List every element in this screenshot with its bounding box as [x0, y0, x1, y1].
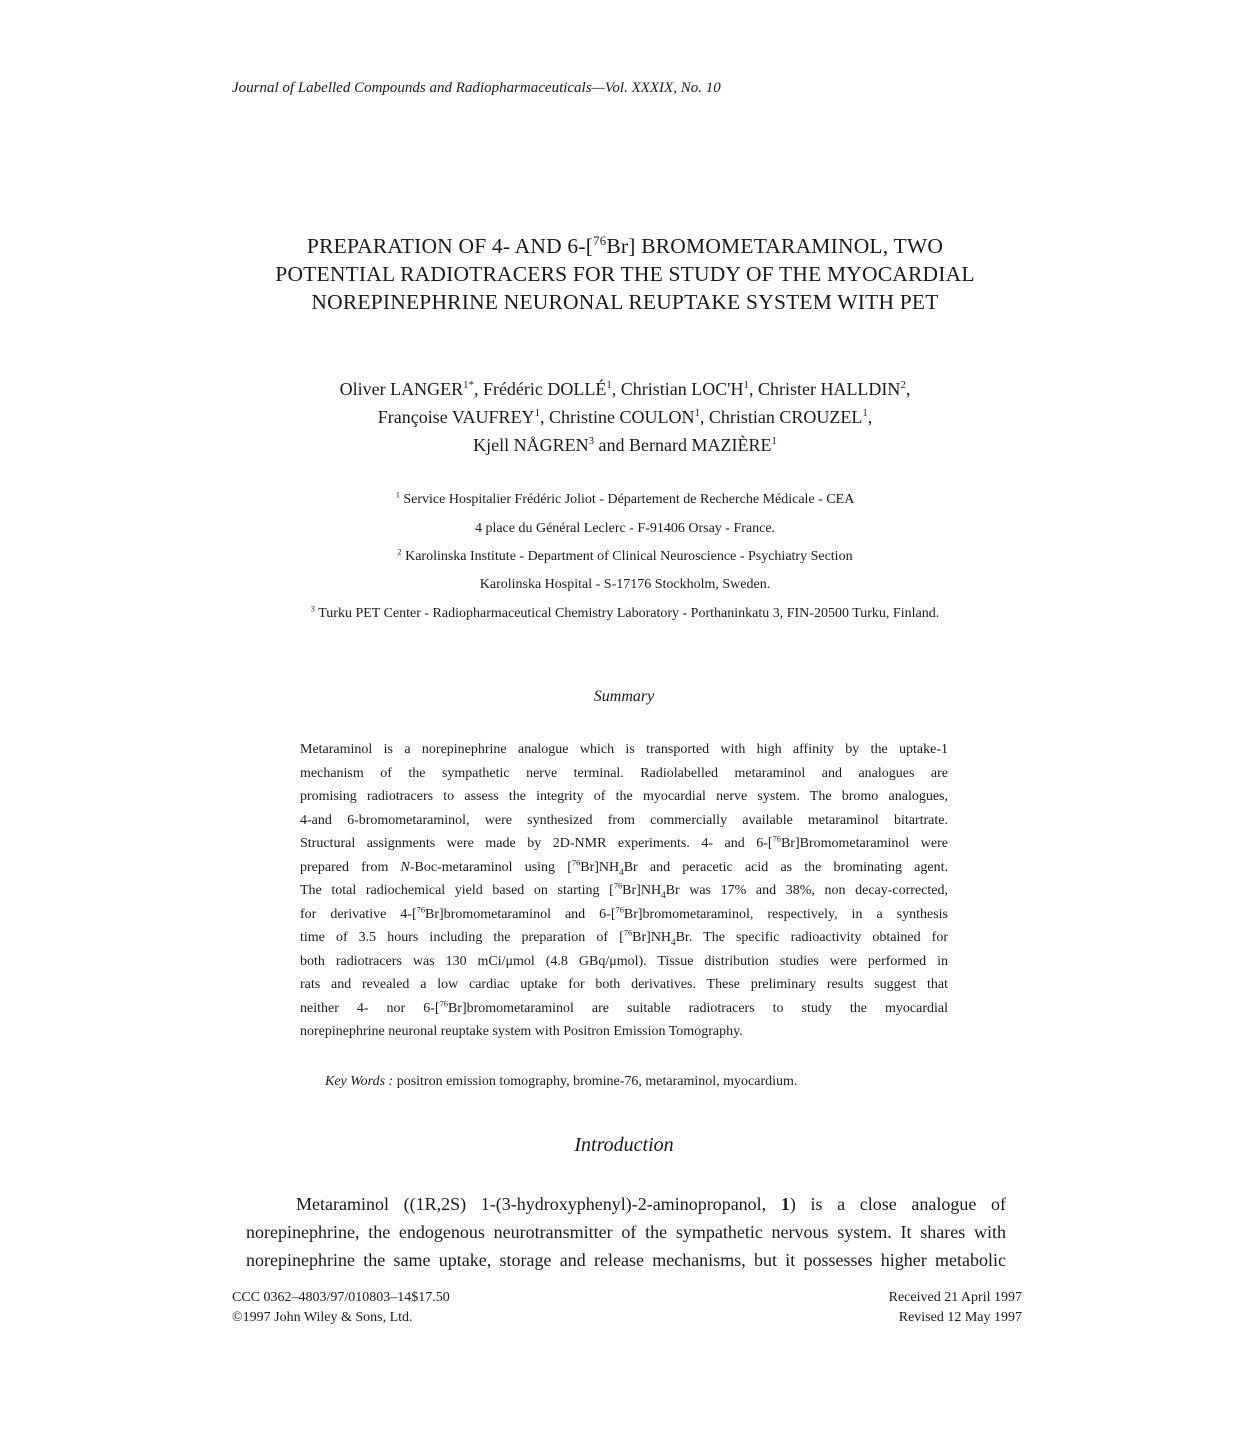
revised-date: Revised 12 May 1997 [898, 1310, 1022, 1325]
summary-abstract [300, 738, 948, 1044]
summary-line: prepared from N-Boc-metaraminol using $[^{76}Br]NH_4Br$ and peracetic acid as the brominating agent. [300, 857, 948, 877]
affiliation-3-line-1: $^3$ Turku PET Center - Radiopharmaceutical Chemistry Laboratory - Porthaninkatu 3, FIN-20500 Turku, Finland. [310, 604, 940, 621]
affiliation-1-line-1: $^1$ Service Hospitalier Frédéric Joliot - Département de Recherche Médicale - CEA [395, 490, 855, 507]
summary-heading: Summary [593, 688, 655, 705]
key-words-text: positron emission tomography, bromine-76, metaraminol, myocardium. [393, 1074, 798, 1089]
summary-line: The total radiochemical yield based on starting $[^{76}Br]NH_4Br$ was 17% and 38%, non decay-corrected, [300, 881, 948, 900]
affiliation-2-line-2: Karolinska Hospital - S-17176 Stockholm, Sweden. [479, 577, 771, 592]
introduction-line: norepinephrine, the endogenous neurotransmitter of the sympathetic nervous system. It shares with [246, 1222, 1006, 1242]
summary-line: both radiotracers was 130 mCi/μmol (4.8 GBq/μmol). Tissue distribution studies were performed in [300, 953, 948, 969]
key-words-label: Key Words : [325, 1074, 394, 1089]
copyright: ©1997 John Wiley & Sons, Ltd. [232, 1310, 413, 1325]
summary-line: rats and revealed a low cardiac uptake for both derivatives. These preliminary results suggest that [300, 977, 948, 992]
summary-line: 4-and 6-bromometaraminol, were synthesized from commercially available metaraminol bitartrate. [300, 812, 948, 828]
author-line-1: Oliver $LANGER^{1*}$, Frédéric DOLLÉ$^1$, Christian $LOC'H^1$, Christer HALLDIN$^2$, [339, 379, 911, 399]
author-list [230, 375, 1020, 459]
affiliation-2-line-1: $^2$ Karolinska Institute - Department of Clinical Neuroscience - Psychiatry Section [397, 547, 853, 564]
introduction-line: norepinephrine the same uptake, storage and release mechanisms, but it possesses higher metabolic [246, 1250, 1006, 1270]
title-line-2: POTENTIAL RADIOTRACERS FOR THE STUDY OF THE MYOCARDIAL [275, 262, 975, 286]
received-date: Received 21 April 1997 [888, 1290, 1022, 1305]
introduction-line: Metaraminol ((1R,2S) 1-(3-hydroxyphenyl)-2-aminopropanol, 1) is a close analogue of [296, 1194, 1006, 1214]
article-title [230, 232, 1020, 316]
summary-line: norepinephrine neuronal reuptake system with Positron Emission Tomography. [300, 1024, 743, 1039]
introduction-text [246, 1190, 1006, 1274]
title-line-3: NOREPINEPHRINE NEURONAL REUPTAKE SYSTEM WITH PET [311, 290, 939, 314]
journal-header: Journal of Labelled Compounds and Radiopharmaceuticals—Vol. XXXIX, No. 10 [232, 80, 721, 96]
summary-line: mechanism of the sympathetic nerve terminal. Radiolabelled metaraminol and analogues are [300, 765, 948, 781]
key-words [325, 1074, 797, 1090]
author-line-2: Françoise VAUFREY$^1$, Christine COULON$^1$, Christian CROUZEL$^1$, [377, 407, 873, 427]
title-line-1: PREPARATION OF 4- AND 6-[$^{76}$Br] BROMOMETARAMINOL, TWO [306, 233, 944, 258]
introduction-heading: Introduction [574, 1134, 674, 1156]
summary-line: Structural assignments were made by 2D-NMR experiments. 4- and 6-[$^{76}$Br]Bromometaraminol were [300, 834, 948, 851]
summary-line: for derivative 4-[$^{76}$Br]bromometaraminol and 6-[$^{76}$Br]bromometaraminol, respectively, in a synthesis [300, 904, 948, 922]
footer-right [820, 1288, 1022, 1328]
summary-line: promising radiotracers to assess the integrity of the myocardial nerve system. The bromo analogues, [300, 789, 948, 804]
footer-left [232, 1288, 450, 1328]
summary-line: Metaraminol is a norepinephrine analogue which is transported with high affinity by the uptake-1 [300, 742, 948, 757]
author-line-3: Kjell NÅGREN$^3$ and Bernard MAZIÈRE$^1$ [473, 435, 777, 455]
affiliation-1-line-2: 4 place du Général Leclerc - F-91406 Orsay - France. [474, 521, 776, 536]
summary-line: neither 4- nor 6-[$^{76}$Br]bromometaraminol are suitable radiotracers to study the myocardial [300, 998, 948, 1016]
summary-line: time of 3.5 hours including the preparation of $[^{76}Br]NH_4Br$. The specific radioactivity obtained for [300, 928, 948, 947]
ccc-code: CCC 0362–4803/97/010803–14$17.50 [232, 1290, 450, 1305]
